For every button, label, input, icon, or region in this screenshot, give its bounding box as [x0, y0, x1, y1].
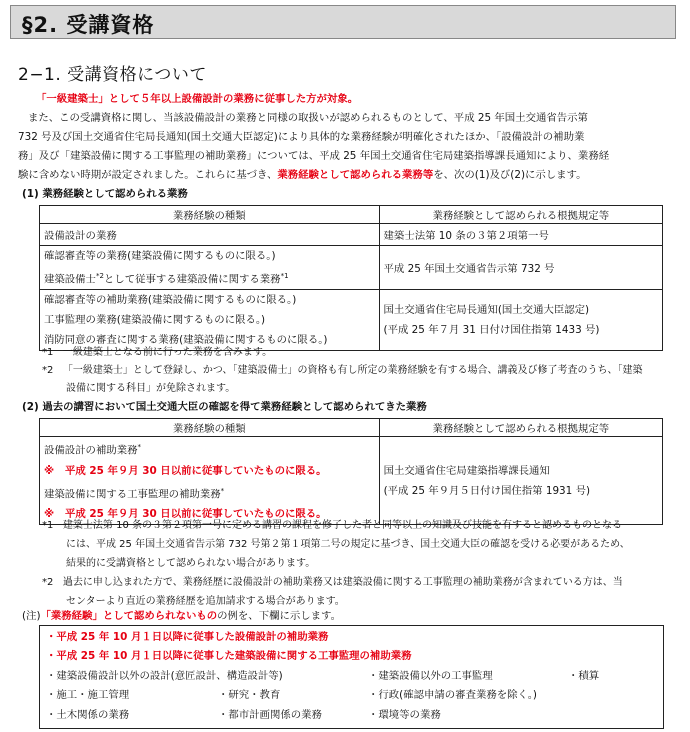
excluded-item-7: ・土木関係の業務 — [46, 709, 130, 721]
excluded-item-8: ・都市計画関係の業務 — [218, 709, 322, 721]
note2-1-cont2: 結果的に受講資格として認められない場合があります。 — [66, 558, 316, 569]
table2-r2-line1 — [44, 481, 375, 504]
table1-r2c1-line1: 確認審査等の業務(建築設備に関するものに限る。) — [44, 250, 276, 262]
table2-r1-line2 — [44, 461, 375, 481]
table1-r3c1-line1: 確認審査等の補助業務(建築設備に関するものに限る。) — [44, 294, 297, 307]
table2-r1-sup: * — [137, 443, 142, 452]
note1-2-text1: 「一級建築士」として登録し、かつ、「建築設備士」の資格も有し所定の業務経験を有する場合、講義及び修了考査のうち、「建築 — [62, 365, 643, 376]
excluded-item-1: ・建築設備設計以外の設計(意匠設計、構造設計等) — [46, 670, 283, 682]
intro-line-1: また、この受講資格に関し、当該設備設計の業務と同様の取扱いが認められるものとして、平成 25 年国土交通省告示第 — [28, 112, 588, 124]
table1-r3c2-line2: (平成 25 年７月 31 日付け国住指第 1433 号) — [383, 324, 600, 337]
table1-r3c1-line2: 工事監理の業務(建築設備に関するものに限る。) — [44, 314, 266, 327]
intro-line-4-red: 業務経験として認められる業務等 — [277, 169, 434, 181]
table1-r2c2: 平成 25 年国土交通省告示第 732 号 — [379, 246, 662, 290]
table1-r2c1-line2-b: として従事する建築設備に関する業務 — [103, 273, 281, 286]
note2-2-cont: センターより直近の業務経歴を追加請求する場合があります。 — [66, 596, 345, 607]
table2-r1-label: 設備設計の補助業務 — [44, 444, 138, 457]
table1-r2c1-line2-a: 建築設備士 — [44, 273, 96, 286]
note2-2-text1: 過去に申し込まれた方で、業務経歴に設備設計の補助業務又は建築設備に関する工事監理の補助業務が含まれている方は、当 — [62, 577, 623, 588]
note1-1-mark: *1 — [42, 347, 54, 358]
excluded-lead-post: の例を、下欄に示します。 — [217, 610, 341, 622]
table1-r3c2-line1: 国土交通省住宅局長通知(国土交通大臣認定) — [383, 304, 590, 317]
note2-2-mark: *2 — [42, 577, 54, 588]
excluded-item-3: ・積算 — [568, 670, 600, 682]
table2-r2-mark: ※ — [44, 507, 55, 520]
intro-line-4 — [18, 166, 587, 185]
table2-r2-sup: * — [220, 486, 225, 495]
intro-line-3: 務」及び「建築設備に関する工事監理の補助業務」については、平成 25 年国土交通省住宅局建築指導課長通知により、業務経 — [18, 150, 610, 162]
excluded-lead-pre: (注) — [22, 610, 41, 622]
table1-r1c2: 建築士法第 10 条の３第２項第一号 — [379, 224, 662, 246]
table2-c2-line2: (平成 25 年９月５日付け国住指第 1931 号) — [383, 484, 591, 497]
table1-r3c2 — [379, 290, 662, 351]
section-title: §2. 受講資格 — [22, 13, 155, 37]
note2-1-text1: 建築士法第 10 条の３第２項第一号に定める講習の課程を修了した者と同等以上の知識及び技能を有すると認めるものとなる — [62, 520, 623, 531]
subsection-title: 2−1. 受講資格について — [18, 65, 207, 85]
table2-r1-restriction: 平成 25 年９月 30 日以前に従事していたものに限る。 — [64, 464, 327, 477]
excluded-item-6: ・行政(確認申請の審査業務を除く。) — [368, 689, 537, 701]
table2-r1-line1 — [44, 437, 375, 460]
excluded-lead-red: 「業務経験」として認められないもの — [40, 610, 218, 622]
table1-r1c1: 設備設計の業務 — [40, 224, 380, 246]
excluded-item-2: ・建築設備以外の工事監理 — [368, 670, 493, 682]
excluded-red-1: ・平成 25 年 10 月１日以降に従事した設備設計の補助業務 — [46, 631, 329, 643]
table2-heading: (2) 過去の講習において国土交通大臣の確認を得て業務経験として認められてきた業務 — [22, 401, 427, 413]
excluded-item-4: ・施工・施工管理 — [46, 689, 130, 701]
table1-col2-header: 業務経験として認められる根拠規定等 — [379, 206, 662, 224]
table2-r2-label: 建築設備に関する工事監理の補助業務 — [44, 487, 221, 500]
table2-r1-mark: ※ — [44, 464, 55, 477]
table1-r2c1 — [40, 246, 380, 290]
table1-r2c1-sup2: *2 — [95, 272, 104, 280]
note1-1 — [42, 344, 272, 361]
excluded-item-5: ・研究・教育 — [218, 689, 281, 701]
excluded-lead — [22, 607, 341, 626]
table1-r3c1-line3: 消防同意の審査に関する業務(建築設備に関するものに限る。) — [44, 334, 328, 347]
note2-2 — [42, 574, 623, 591]
note1-2-mark: *2 — [42, 365, 54, 376]
note2-1-cont1: には、平成 25 年国土交通省告示第 732 号第２第１項第二号の規定に基づき、国土交通大臣の確認を受ける必要があるため、 — [66, 539, 630, 550]
table2-r2-restriction: 平成 25 年９月 30 日以前に従事していたものに限る。 — [64, 507, 327, 520]
intro-line-4-post: を、次の(1)及び(2)に示します。 — [433, 169, 587, 181]
intro-line-4-pre: 験に含めない時期が設定されました。これらに基づき、 — [18, 169, 278, 181]
excluded-red-2: ・平成 25 年 10 月１日以降に従事した建築設備に関する工事監理の補助業務 — [46, 650, 412, 662]
table1-r3c1 — [40, 290, 380, 351]
table2 — [39, 418, 663, 525]
table1 — [39, 205, 663, 351]
table2-col2-header: 業務経験として認められる根拠規定等 — [379, 419, 662, 437]
table2-col1-header: 業務経験の種類 — [40, 419, 380, 437]
excluded-item-9: ・環境等の業務 — [368, 709, 441, 721]
table1-heading: (1) 業務経験として認められる業務 — [22, 188, 188, 200]
table1-col1-header: 業務経験の種類 — [40, 206, 380, 224]
table1-r2c1-line2 — [44, 266, 375, 289]
note1-1-text: 一級建築士となる前に行った業務を含みます。 — [62, 347, 273, 358]
table2-c2-line1: 国土交通省住宅局建築指導課長通知 — [383, 464, 550, 477]
eligibility-highlight: 「一級建築士」として５年以上設備設計の業務に従事した方が対象。 — [36, 93, 359, 105]
intro-line-2: 732 号及び国土交通省住宅局長通知(国土交通大臣認定)により具体的な業務経験が明確化されたほか、「設備設計の補助業 — [18, 131, 585, 143]
table2-c1 — [40, 437, 380, 525]
note2-1-mark: *1 — [42, 520, 54, 531]
table1-r2c1-sup1: *1 — [280, 272, 289, 280]
table2-c2 — [379, 437, 662, 525]
note2-1 — [42, 517, 622, 534]
note1-2-cont: 設備に関する科目」が免除されます。 — [66, 383, 236, 394]
note1-2 — [42, 362, 643, 379]
